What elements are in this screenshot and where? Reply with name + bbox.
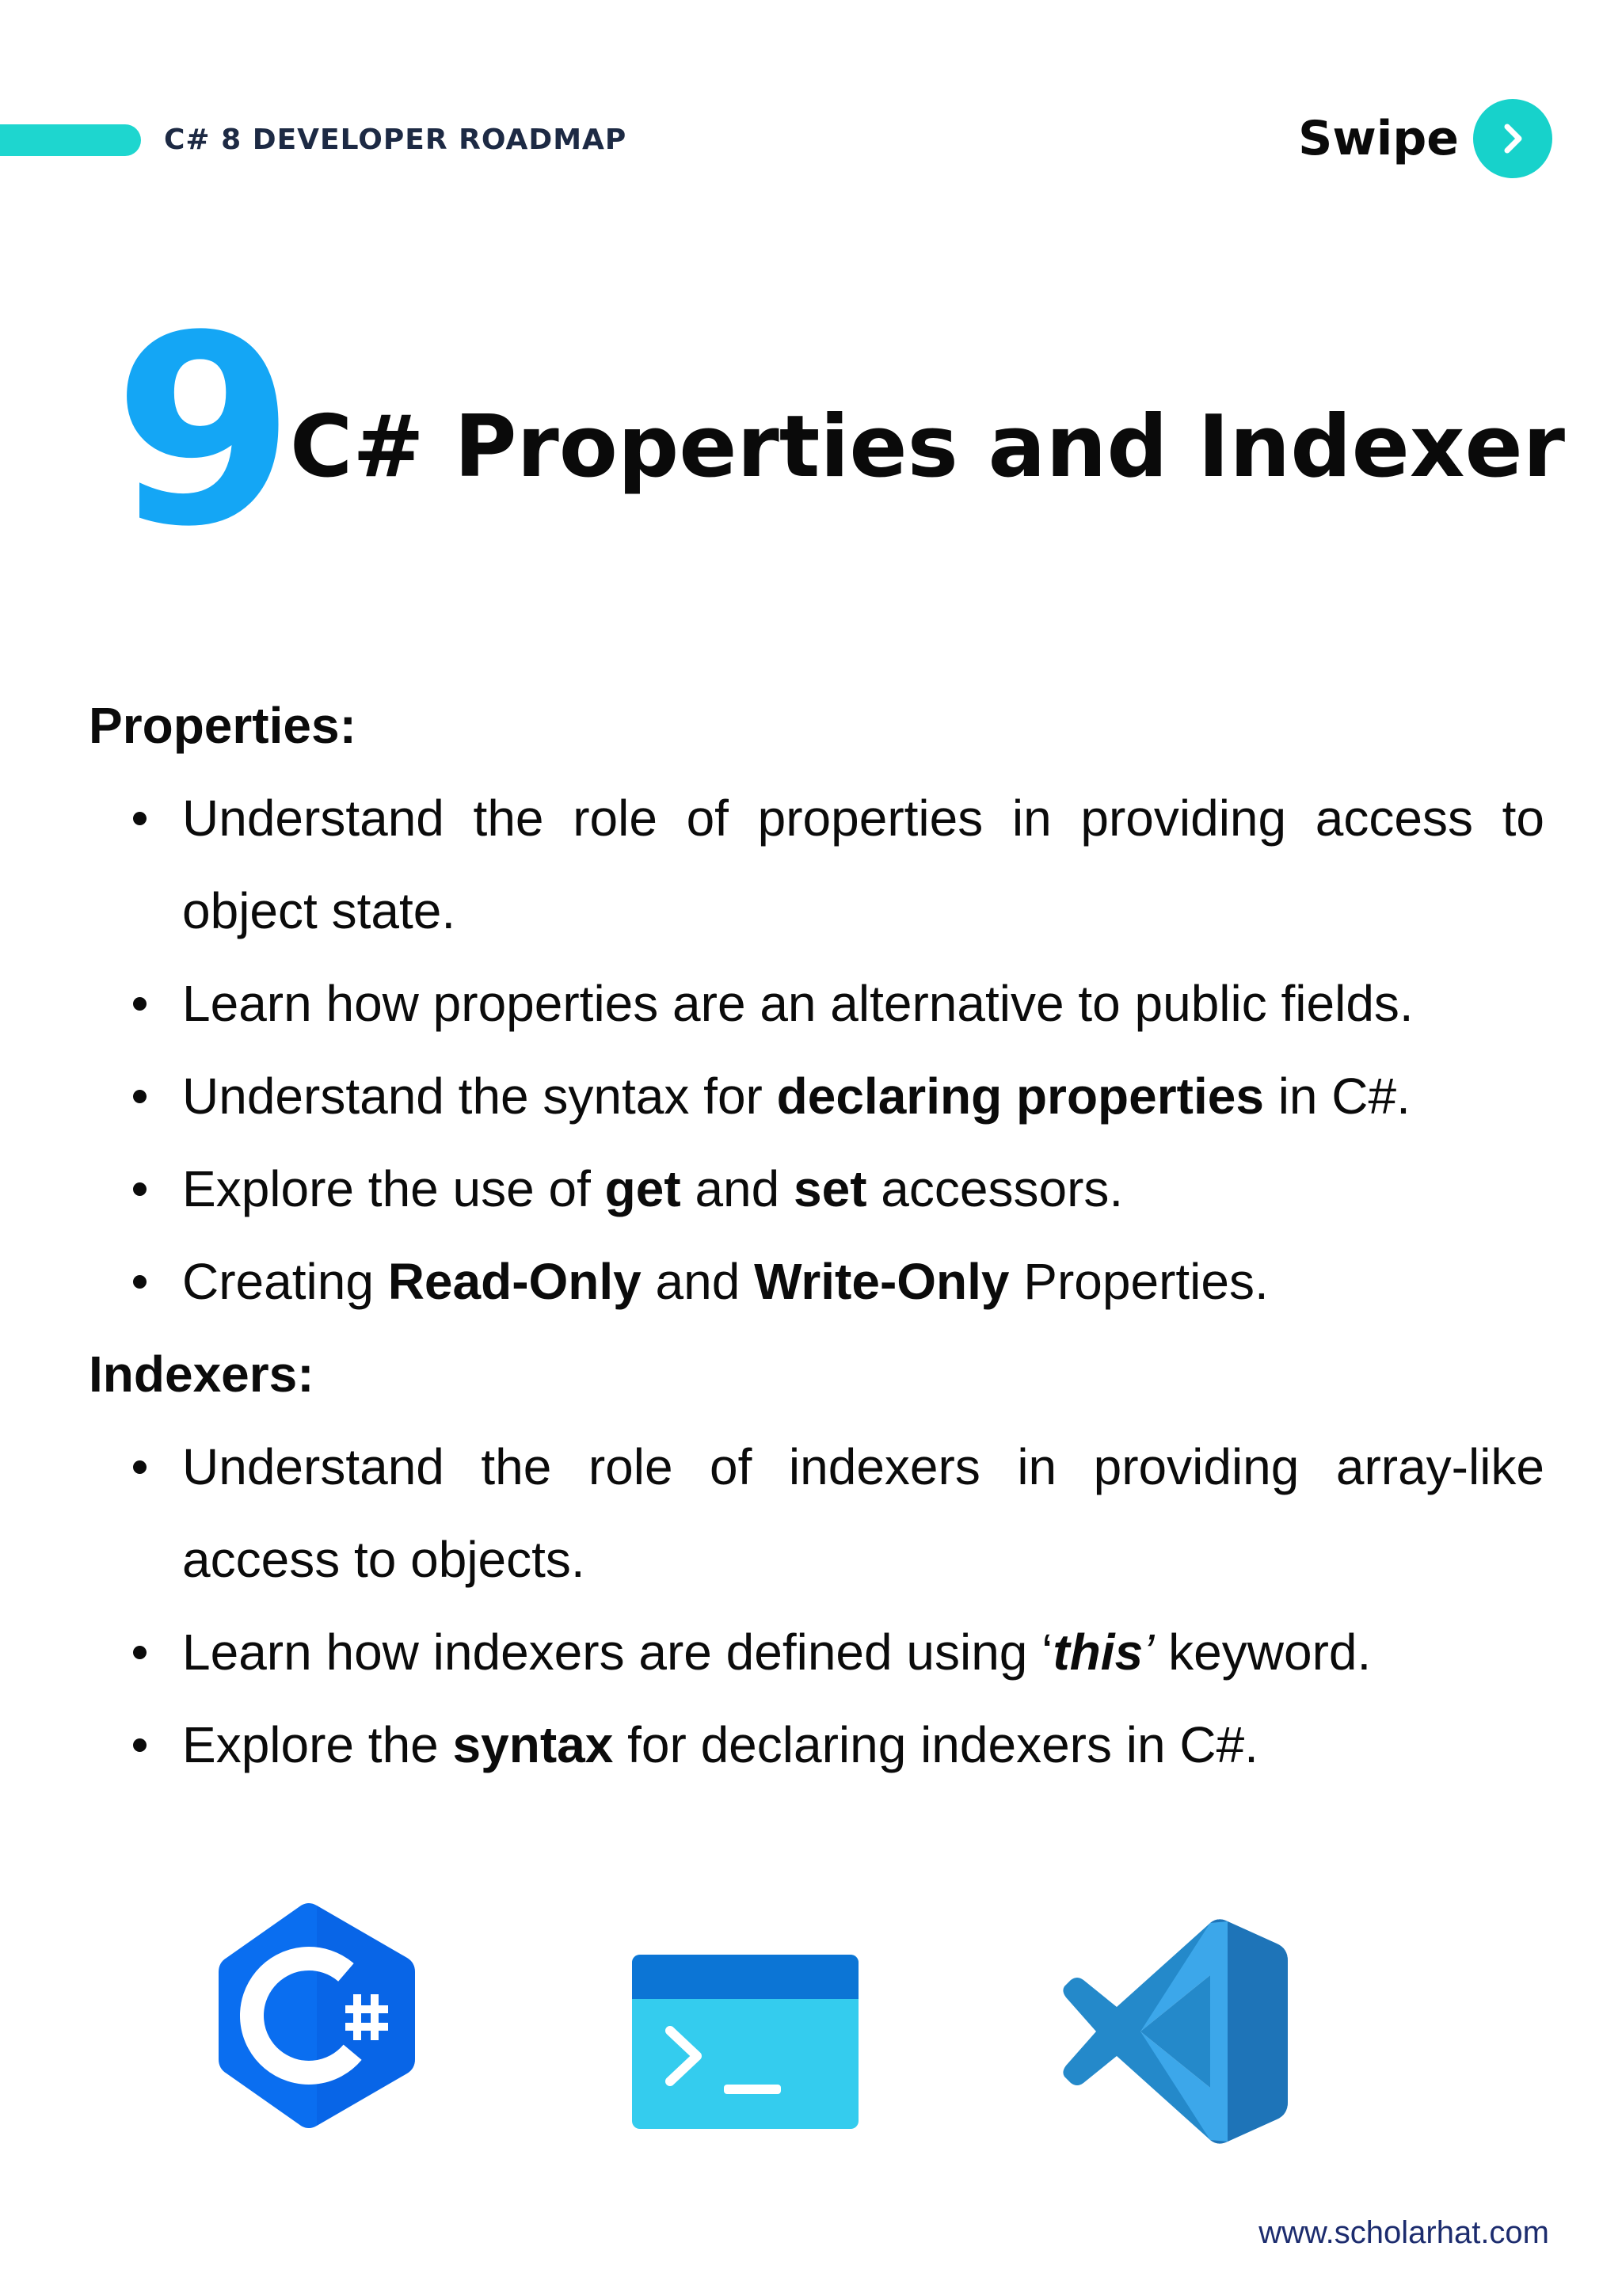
accent-bar [0, 124, 141, 156]
bullet-icon [133, 812, 147, 825]
list-item: Understand the role of properties in providing access to object state. [89, 772, 1544, 958]
list-item: Learn how properties are an alternative to public fields. [89, 958, 1544, 1050]
step-number: 9 [113, 280, 295, 584]
bullet-list [89, 772, 1544, 1328]
page-title: C# Properties and Indexer [290, 398, 1566, 497]
section-title: Indexers: [89, 1346, 314, 1403]
list-item: Creating Read-Only and Write-Only Properties. [89, 1236, 1544, 1328]
swipe-control[interactable] [1298, 99, 1552, 178]
list-item: Understand the syntax for declaring properties in C#. [89, 1050, 1544, 1143]
swipe-label: Swipe [1298, 111, 1459, 166]
bullet-icon [133, 1646, 147, 1659]
list-item: Explore the use of get and set accessors. [89, 1143, 1544, 1236]
content [89, 680, 1544, 1791]
bullet-icon [133, 1460, 147, 1474]
terminal-logo-icon [632, 1955, 859, 2129]
csharp-logo-icon [214, 1901, 420, 2130]
list-item: Learn how indexers are defined using ‘this’ keyword. [89, 1606, 1544, 1699]
swipe-next-button[interactable] [1473, 99, 1552, 178]
footer-url[interactable]: www.scholarhat.com [1258, 2215, 1549, 2250]
heading [113, 280, 1566, 584]
bullet-icon [133, 1182, 147, 1196]
list-item: Understand the role of indexers in providing array-like access to objects. [89, 1421, 1544, 1606]
series-title: C# 8 DEVELOPER ROADMAP [164, 124, 627, 156]
list-item: Explore the syntax for declaring indexers in C#. [89, 1699, 1544, 1791]
bullet-icon [133, 1275, 147, 1289]
chevron-right-icon [1493, 119, 1533, 158]
bullet-list [89, 1421, 1544, 1791]
logo-row [0, 1901, 1622, 2138]
vscode-logo-icon [1061, 1917, 1291, 2146]
bullet-icon [133, 1738, 147, 1752]
bullet-icon [133, 1090, 147, 1103]
bullet-icon [133, 997, 147, 1011]
section-title: Properties: [89, 697, 356, 754]
